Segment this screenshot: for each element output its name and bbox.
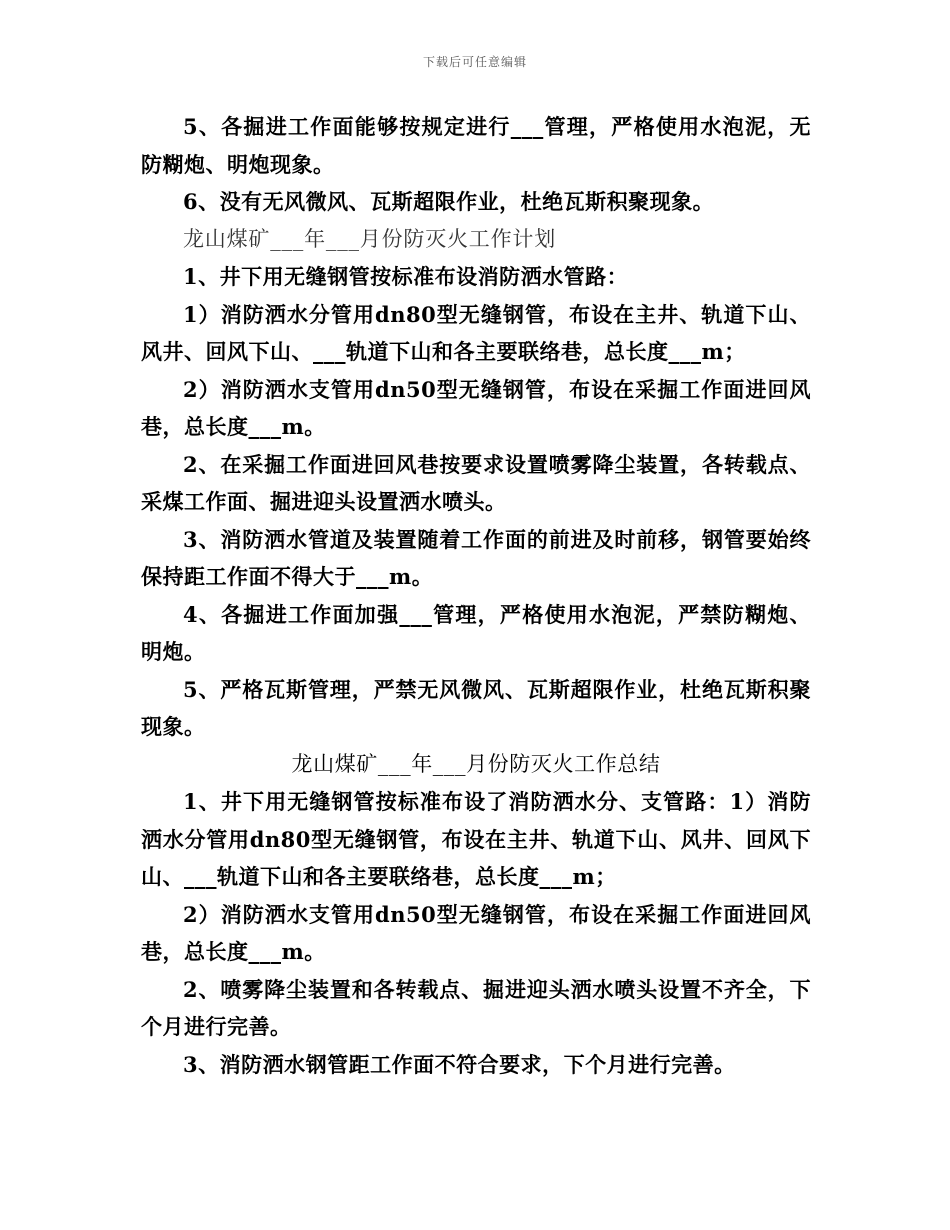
paragraph: 2、在采掘工作面进回风巷按要求设置喷雾降尘装置，各转载点、采煤工作面、掘进迎头设置洒水喷头。 bbox=[141, 451, 811, 514]
summary-heading: 龙山煤矿___年___月份防灭火工作总结 bbox=[291, 751, 661, 776]
plan-heading: 龙山煤矿___年___月份防灭火工作计划 bbox=[183, 226, 556, 251]
paragraph: 5、严格瓦斯管理，严禁无风微风、瓦斯超限作业，杜绝瓦斯积聚现象。 bbox=[141, 676, 811, 739]
paragraph: 2）消防洒水支管用dn50型无缝钢管，布设在采掘工作面进回风巷，总长度___m。 bbox=[141, 376, 811, 439]
document-body bbox=[141, 108, 811, 1083]
paragraph: 4、各掘进工作面加强___管理，严格使用水泡泥，严禁防糊炮、明炮。 bbox=[141, 601, 811, 664]
paragraph: 2）消防洒水支管用dn50型无缝钢管，布设在采掘工作面进回风巷，总长度___m。 bbox=[141, 901, 811, 964]
paragraph: 2、喷雾降尘装置和各转载点、掘进迎头洒水喷头设置不齐全，下个月进行完善。 bbox=[141, 976, 811, 1039]
page-header: 下载后可任意编辑 bbox=[422, 55, 527, 69]
paragraph: 3、消防洒水管道及装置随着工作面的前进及时前移，钢管要始终保持距工作面不得大于___m。 bbox=[141, 526, 811, 589]
paragraph: 1）消防洒水分管用dn80型无缝钢管，布设在主井、轨道下山、风井、回风下山、___轨道下山和各主要联络巷，总长度___m； bbox=[141, 301, 811, 364]
paragraph: 6、没有无风微风、瓦斯超限作业，杜绝瓦斯积聚现象。 bbox=[183, 189, 715, 214]
paragraph: 1、井下用无缝钢管按标准布设了消防洒水分、支管路：1）消防洒水分管用dn80型无缝钢管，布设在主井、轨道下山、风井、回风下山、___轨道下山和各主要联络巷，总长度___m； bbox=[141, 789, 811, 889]
paragraph: 5、各掘进工作面能够按规定进行___管理，严格使用水泡泥，无防糊炮、明炮现象。 bbox=[141, 114, 811, 177]
paragraph: 3、消防洒水钢管距工作面不符合要求，下个月进行完善。 bbox=[183, 1051, 736, 1077]
paragraph: 1、井下用无缝钢管按标准布设消防洒水管路： bbox=[183, 264, 629, 289]
